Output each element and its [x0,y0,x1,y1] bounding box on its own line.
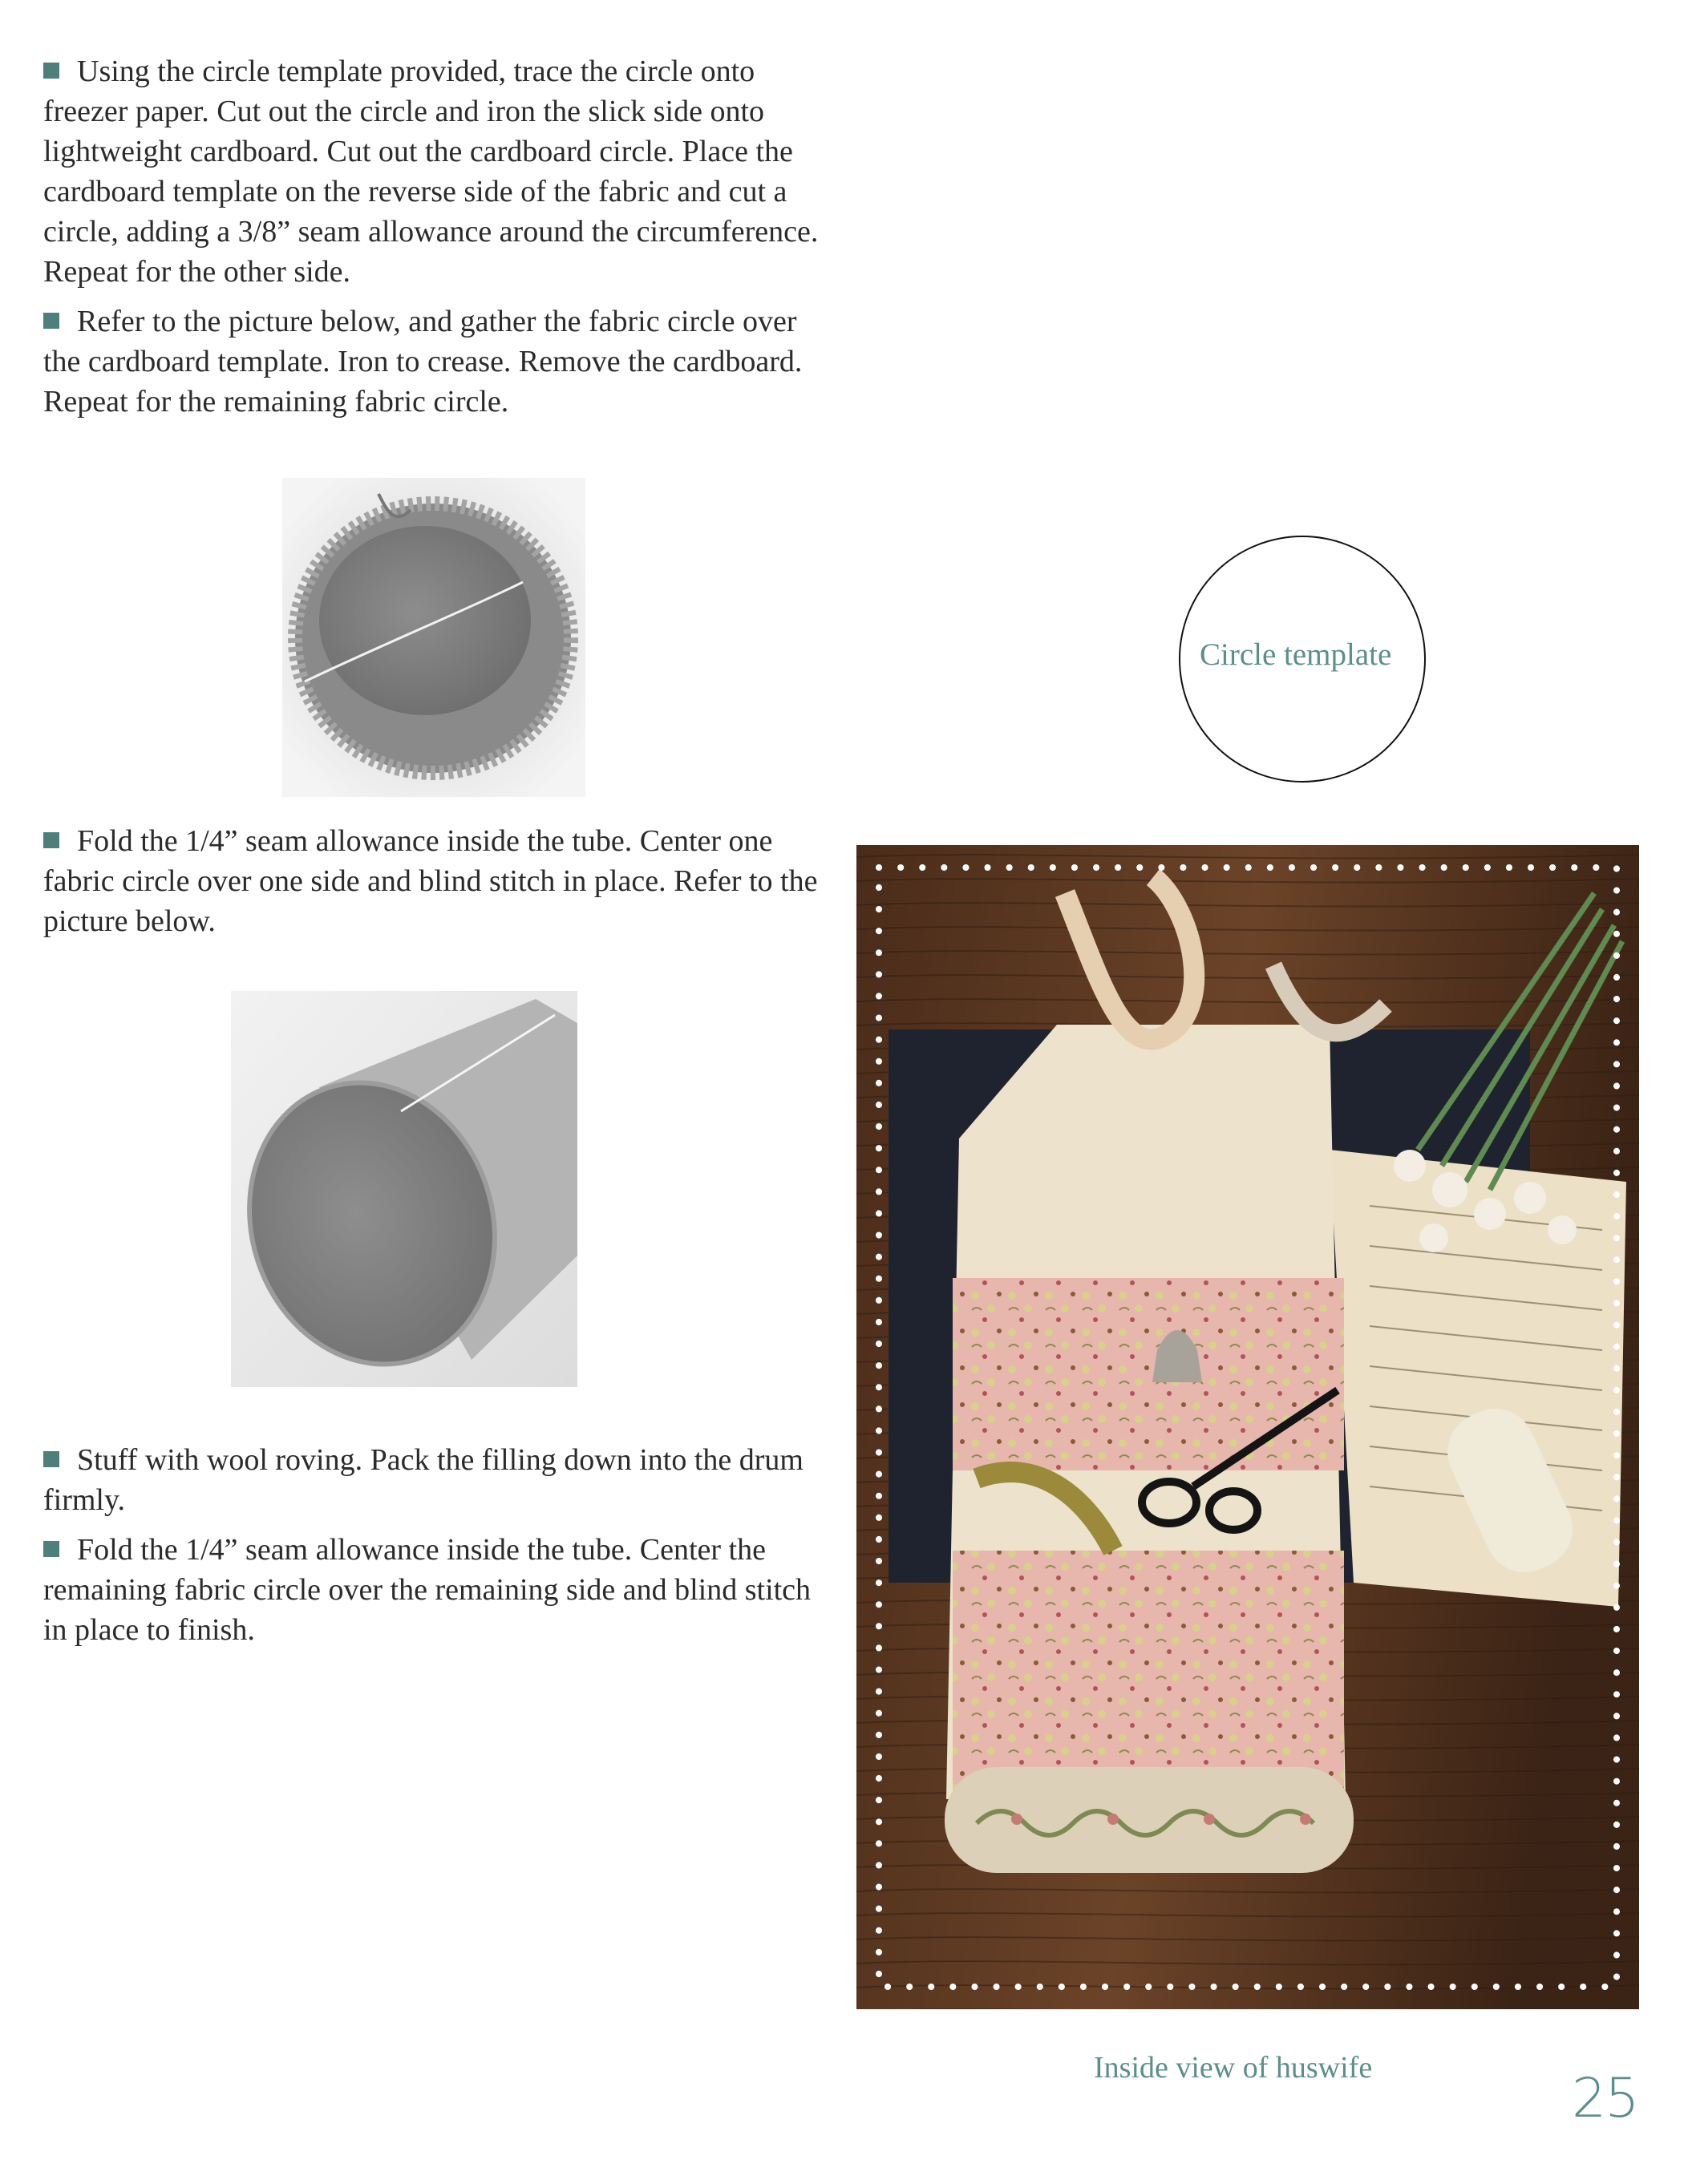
instruction-step-2 [43,301,837,422]
circle-template-label: Circle template [1200,637,1392,672]
instruction-text: Fold the 1/4” seam allowance inside the tube. Center one fabric circle over one side and blind stitch in place. Refer to the picture below. [43,824,818,938]
photo-caption: Inside view of huswife [1094,2051,1373,2085]
stitched-tube-end-photo [231,991,577,1387]
square-bullet-icon [43,1541,59,1557]
instruction-text: Fold the 1/4” seam allowance inside the tube. Center the remaining fabric circle over the remaining side and blind stitch in place to finish. [43,1533,812,1647]
instruction-step-5 [43,1530,837,1650]
square-bullet-icon [43,63,59,79]
square-bullet-icon [43,832,59,848]
instruction-step-1 [43,51,837,292]
huswife-inside-photo [856,845,1639,2009]
instruction-step-4 [43,1440,837,1520]
instruction-text: Refer to the picture below, and gather the fabric circle over the cardboard template. Iron to crease. Remove the cardboard. Repeat for the remaining fabric circle. [43,305,803,419]
instruction-text: Stuff with wool roving. Pack the filling down into the drum firmly. [43,1443,804,1517]
instruction-step-3 [43,821,837,941]
square-bullet-icon [43,1451,59,1467]
gathered-circle-photo [282,478,585,797]
instruction-text: Using the circle template provided, trace the circle onto freezer paper. Cut out the circle and iron the slick side onto lightweight cardboard. Cut out the cardboard circle. Place the cardboard template on the reverse side of the fabric and cut a circle, adding a 3/8” seam allowance around the circumference. Repeat for the other side. [43,55,819,289]
page-number: 25 [1572,2067,1638,2130]
square-bullet-icon [43,313,59,329]
